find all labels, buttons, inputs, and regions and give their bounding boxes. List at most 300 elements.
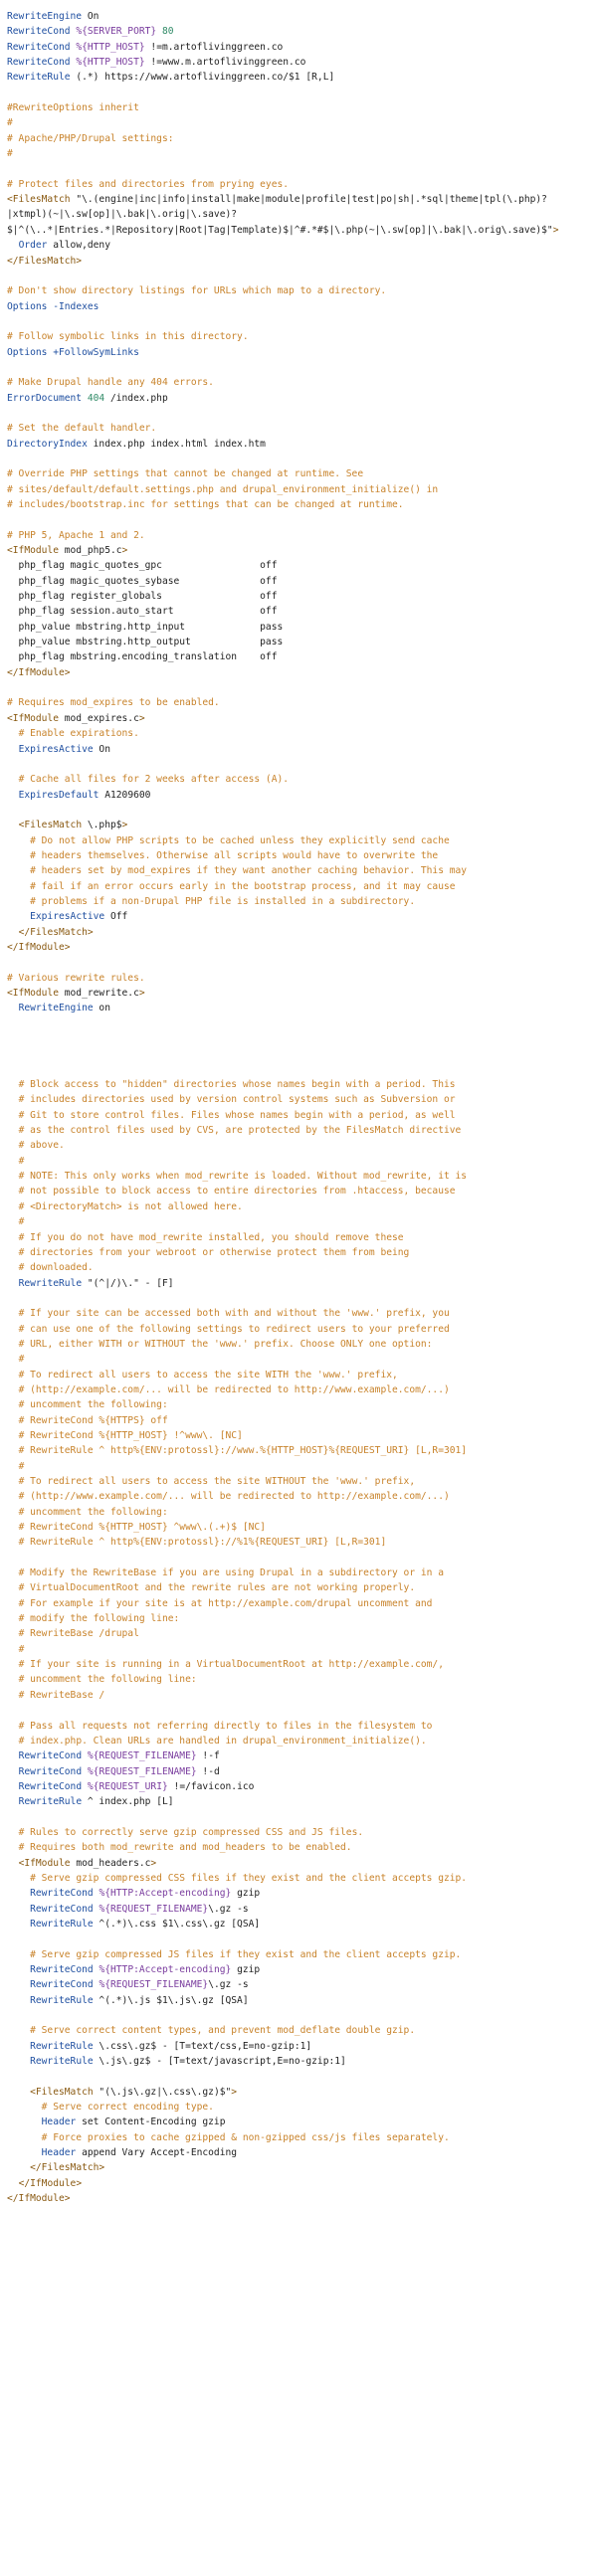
code-text: [7, 835, 30, 846]
code-line: [7, 1108, 592, 1123]
code-line: [7, 803, 592, 818]
code-line: [7, 574, 592, 589]
code-line: [7, 1474, 592, 1489]
code-line: [7, 711, 592, 726]
code-text: [7, 790, 19, 801]
code-text: [7, 2116, 42, 2127]
code-text: [7, 927, 19, 938]
code-tag: <IfModule: [7, 988, 59, 999]
code-line: [7, 40, 592, 55]
code-line: [7, 146, 592, 161]
code-tag: </IfModule>: [18, 2177, 83, 2189]
code-variable: %{HTTP:Accept-encoding}: [99, 1888, 232, 1900]
code-line: [7, 2176, 592, 2191]
code-directive: RewriteRule: [30, 1994, 94, 2006]
code-tag: >: [138, 712, 145, 724]
code-text: [7, 1827, 19, 1838]
code-text: |xtmpl)(~|\.sw[op]|\.bak|\.orig|\.save)?: [7, 209, 238, 221]
code-comment: # above.: [18, 1140, 65, 1152]
code-line: [7, 726, 592, 741]
code-line: [7, 391, 592, 406]
code-variable: %{REQUEST_FILENAME}: [99, 1979, 209, 1991]
code-line: [7, 345, 592, 360]
code-text: \.css\.gz$ - [T=text/css,E=no-gzip:1]: [93, 2040, 312, 2052]
code-line: [7, 1291, 592, 1306]
code-line: [7, 1352, 592, 1367]
code-text: php_flag magic_quotes_sybase off: [7, 575, 278, 587]
code-line: [7, 1382, 592, 1397]
code-variable: %{SERVER_PORT}: [76, 26, 157, 38]
code-comment: #: [7, 117, 13, 129]
code-text: /index.php: [104, 392, 168, 404]
code-line: [7, 437, 592, 452]
code-tag: <IfModule: [7, 545, 59, 557]
code-directive: RewriteCond: [7, 26, 71, 38]
code-line: [7, 986, 592, 1001]
code-text: [7, 1384, 19, 1395]
code-comment: # PHP 5, Apache 1 and 2.: [7, 529, 145, 541]
code-line: [7, 512, 592, 527]
code-line: [7, 1871, 592, 1886]
code-text: php_flag register_globals off: [7, 591, 278, 603]
code-text: (.*) https://www.artoflivinggreen.co/$1 [R,L]: [70, 72, 335, 84]
code-comment: # Make Drupal handle any 404 errors.: [7, 377, 214, 389]
code-line: [7, 177, 592, 192]
code-line: [7, 1046, 592, 1061]
code-line: [7, 1932, 592, 1946]
code-comment: # includes/bootstrap.inc for settings that can be changed at runtime.: [7, 499, 404, 510]
code-directive: RewriteCond: [7, 57, 71, 69]
code-comment: # Serve correct content types, and prevent mod_deflate double gzip.: [30, 2025, 416, 2037]
code-text: [7, 1979, 30, 1990]
code-line: [7, 1184, 592, 1198]
code-text: [7, 1598, 19, 1609]
code-text: [7, 1781, 19, 1792]
code-line: [7, 299, 592, 314]
code-comment: # downloaded.: [18, 1262, 94, 1274]
code-comment: # Follow symbolic links in this directory.: [7, 331, 249, 343]
code-line: [7, 543, 592, 558]
code-directive: RewriteRule: [30, 1918, 94, 1930]
code-comment: # To redirect all users to access the site WITHOUT the 'www.' prefix,: [18, 1476, 416, 1487]
code-line: [7, 1260, 592, 1275]
code-line: [7, 1138, 592, 1153]
code-tag: <FilesMatch: [18, 820, 83, 831]
code-text: [7, 1796, 19, 1807]
code-line: [7, 1306, 592, 1321]
code-text: ^(.*)\.css $1\.css\.gz [QSA]: [93, 1918, 261, 1930]
code-line: [7, 1886, 592, 1901]
code-line: [7, 2054, 592, 2069]
code-line: [7, 1154, 592, 1169]
code-comment: # URL, either WITH or WITHOUT the 'www.' prefix. Choose ONLY one option:: [18, 1338, 433, 1350]
code-line: [7, 1611, 592, 1626]
code-text: mod_php5.c: [58, 545, 122, 557]
code-line: [7, 2145, 592, 2160]
code-line: [7, 955, 592, 970]
code-directive: RewriteCond: [30, 1979, 94, 1991]
code-text: [7, 2162, 30, 2173]
code-comment: # (http://www.example.com/... will be redirected to http://example.com/...): [18, 1491, 450, 1503]
code-line: [7, 2191, 592, 2206]
code-text: [7, 1873, 30, 1884]
code-tag: >: [138, 988, 145, 999]
code-line: [7, 1031, 592, 1046]
code-line: [7, 254, 592, 269]
code-line: [7, 283, 592, 298]
htaccess-code-listing: [7, 9, 592, 2207]
code-directive: Options: [7, 346, 48, 358]
code-line: [7, 1520, 592, 1535]
code-text: [7, 1690, 19, 1701]
code-directive: ExpiresActive: [30, 911, 105, 923]
code-comment: # Requires both mod_rewrite and mod_headers to be enabled.: [18, 1842, 352, 1854]
code-comment: # RewriteRule ^ http%{ENV:protossl}://%1%{REQUEST_URI} [L,R=301]: [18, 1537, 387, 1549]
code-comment: # Set the default handler.: [7, 423, 157, 435]
code-line: [7, 1443, 592, 1458]
code-text: [7, 1659, 19, 1670]
code-line: [7, 1092, 592, 1107]
code-directive: ErrorDocument: [7, 392, 83, 404]
code-line: [7, 1642, 592, 1657]
code-comment: # uncomment the following:: [18, 1399, 168, 1411]
code-line: [7, 1214, 592, 1229]
code-comment: # Various rewrite rules.: [7, 972, 145, 984]
code-text: [7, 1736, 19, 1747]
code-line: [7, 207, 592, 222]
code-directive: RewriteEngine: [7, 11, 83, 22]
code-comment: # Modify the RewriteBase if you are using Drupal in a subdirectory or in a: [18, 1567, 444, 1579]
code-text: On: [93, 743, 110, 755]
code-line: [7, 848, 592, 863]
code-line: [7, 1276, 592, 1291]
code-text: \.gz -s: [208, 1979, 249, 1991]
code-line: [7, 421, 592, 436]
code-line: [7, 620, 592, 635]
code-comment: # includes directories used by version control systems such as Subversion or: [18, 1094, 456, 1106]
code-text: !=/favicon.ico: [167, 1780, 255, 1792]
code-text: [7, 1888, 30, 1899]
code-comment: # NOTE: This only works when mod_rewrite is loaded. Without mod_rewrite, it is: [18, 1171, 468, 1183]
code-line: [7, 1902, 592, 1917]
code-text: "(\.js\.gz|\.css\.gz)$": [93, 2086, 232, 2098]
code-text: [7, 1995, 30, 2006]
code-line: [7, 70, 592, 85]
code-line: [7, 1123, 592, 1138]
code-line: [7, 497, 592, 512]
code-line: [7, 695, 592, 710]
code-line: [7, 1993, 592, 2008]
code-directive: RewriteCond: [30, 1964, 94, 1975]
code-comment: # can use one of the following settings to redirect users to your preferred: [18, 1323, 450, 1335]
code-text: [7, 1613, 19, 1624]
code-tag: <FilesMatch: [7, 194, 71, 206]
code-line: [7, 772, 592, 787]
code-text: [7, 1171, 19, 1182]
code-line: [7, 649, 592, 664]
code-line: [7, 863, 592, 878]
code-text: [7, 1262, 19, 1273]
code-line: [7, 1199, 592, 1214]
code-line: [7, 1688, 592, 1703]
code-text: [7, 1476, 19, 1487]
code-comment: # Don't show directory listings for URLs which map to a directory.: [7, 285, 387, 297]
code-line: [7, 1505, 592, 1520]
code-number: 80: [161, 26, 174, 38]
code-text: [7, 1140, 19, 1151]
code-line: [7, 452, 592, 466]
code-text: !-f: [196, 1750, 220, 1762]
code-comment: # Protect files and directories from prying eyes.: [7, 178, 290, 190]
code-comment: # To redirect all users to access the site WITH the 'www.' prefix,: [18, 1369, 398, 1380]
code-text: [7, 1308, 19, 1319]
code-directive: Options: [7, 300, 48, 312]
code-line: [7, 1337, 592, 1352]
code-comment: # Enable expirations.: [18, 728, 139, 740]
code-line: [7, 269, 592, 283]
code-comment: #: [18, 1354, 25, 1366]
code-line: [7, 2023, 592, 2038]
code-line: [7, 466, 592, 481]
code-text: "(^|/)\." - [F]: [82, 1277, 174, 1289]
code-tag: >: [231, 2086, 238, 2098]
code-line: [7, 1947, 592, 1962]
code-text: [7, 1370, 19, 1380]
code-line: [7, 1856, 592, 1871]
code-comment: # not possible to block access to entire directories from .htaccess, because: [18, 1186, 456, 1197]
code-line: [7, 329, 592, 344]
code-comment: # Block access to "hidden" directories whose names begin with a period. This: [18, 1079, 456, 1091]
code-text: [7, 1354, 19, 1365]
code-text: [7, 1125, 19, 1136]
code-comment: # directories from your webroot or otherwise protect them from being: [18, 1246, 410, 1258]
code-line: [7, 1245, 592, 1260]
code-text: [7, 1216, 19, 1227]
code-text: [7, 1156, 19, 1167]
code-tag: >: [150, 1857, 157, 1869]
code-text: [7, 1415, 19, 1426]
code-text: [7, 1721, 19, 1732]
code-text: [7, 1461, 19, 1472]
code-directive: DirectoryIndex: [7, 438, 88, 450]
code-text: [7, 744, 19, 755]
code-comment: # If your site can be accessed both with and without the 'www.' prefix, you: [18, 1308, 450, 1320]
code-comment: # sites/default/default.settings.php and drupal_environment_initialize() in: [7, 483, 439, 495]
code-text: On: [82, 11, 100, 22]
code-directive: RewriteCond: [30, 1903, 94, 1915]
code-text: [7, 1094, 19, 1105]
code-text: [7, 1399, 19, 1410]
code-line: [7, 680, 592, 695]
code-text: [7, 240, 19, 251]
code-comment: # RewriteBase /: [18, 1689, 105, 1701]
code-comment: # RewriteRule ^ http%{ENV:protossl}://www.%{HTTP_HOST}%{REQUEST_URI} [L,R=301]: [18, 1445, 468, 1457]
code-comment: # headers set by mod_expires if they want another caching behavior. This may: [30, 865, 468, 877]
code-comment: #RewriteOptions inherit: [7, 102, 139, 114]
code-text: gzip: [231, 1964, 261, 1975]
code-line: [7, 2069, 592, 2084]
code-text: ^(.*)\.js $1\.js\.gz [QSA]: [93, 1994, 249, 2006]
code-line: [7, 1580, 592, 1595]
code-text: [7, 1110, 19, 1121]
code-line: [7, 1169, 592, 1184]
code-directive: RewriteRule: [18, 1796, 83, 1808]
code-line: [7, 360, 592, 375]
code-comment: # uncomment the following line:: [18, 1674, 197, 1686]
code-line: [7, 2008, 592, 2023]
code-text: [7, 1430, 19, 1441]
code-line: [7, 925, 592, 940]
code-text: [7, 2102, 42, 2113]
code-line: [7, 1397, 592, 1412]
code-text: [7, 774, 19, 785]
code-variable: %{HTTP:Accept-encoding}: [99, 1964, 232, 1975]
code-text: A1209600: [99, 789, 151, 801]
code-directive: RewriteCond: [18, 1780, 83, 1792]
code-comment: #: [7, 148, 13, 160]
code-text: [7, 1674, 19, 1685]
code-comment: # fail if an error occurs early in the bootstrap process, and it may cause: [30, 880, 456, 892]
code-comment: # Serve correct encoding type.: [41, 2102, 214, 2114]
code-line: [7, 558, 592, 573]
code-comment: # (http://example.com/... will be redirected to http://www.example.com/...): [18, 1383, 450, 1395]
code-comment: # If your site is running in a VirtualDocumentRoot at http://example.com/,: [18, 1659, 444, 1671]
code-text: [7, 1858, 19, 1869]
code-text: [7, 2087, 30, 2098]
code-comment: #: [18, 1216, 25, 1228]
code-line: [7, 1719, 592, 1734]
code-text: [7, 1750, 19, 1761]
code-text: php_flag mbstring.encoding_translation off: [7, 651, 278, 663]
code-line: [7, 1626, 592, 1641]
code-line: [7, 1230, 592, 1245]
code-line: [7, 482, 592, 497]
code-line: [7, 1062, 592, 1077]
code-text: [7, 1445, 19, 1456]
code-line: [7, 1428, 592, 1443]
code-line: [7, 635, 592, 649]
code-line: [7, 1016, 592, 1031]
code-text: Off: [104, 911, 128, 923]
code-comment: # RewriteCond %{HTTPS} off: [18, 1414, 168, 1426]
code-text: [7, 1324, 19, 1335]
code-text: [7, 850, 30, 861]
code-line: [7, 909, 592, 924]
code-text: php_flag session.auto_start off: [7, 606, 278, 618]
code-text: [7, 1232, 19, 1243]
code-comment: # For example if your site is at http://example.com/drupal uncomment and: [18, 1597, 433, 1609]
code-text: [7, 1842, 19, 1853]
code-comment: # headers themselves. Otherwise all scripts would have to overwrite the: [30, 849, 439, 861]
code-line: [7, 1734, 592, 1748]
code-comment: # If you do not have mod_rewrite installed, you should remove these: [18, 1231, 404, 1243]
code-line: [7, 1779, 592, 1794]
code-line: [7, 1596, 592, 1611]
code-tag: </IfModule>: [7, 941, 71, 953]
code-comment: # modify the following line:: [18, 1613, 180, 1625]
code-text: \.gz -s: [208, 1903, 249, 1915]
code-variable: %{HTTP_HOST}: [76, 57, 145, 69]
code-tag: <FilesMatch: [30, 2086, 94, 2098]
code-line: [7, 1825, 592, 1840]
code-directive: RewriteEngine: [18, 1003, 94, 1014]
code-tag: </FilesMatch>: [30, 2162, 105, 2174]
code-line: [7, 238, 592, 253]
code-text: [7, 865, 30, 876]
code-text: [7, 1766, 19, 1777]
code-comment: # Serve gzip compressed CSS files if they exist and the client accepts gzip.: [30, 1872, 468, 1884]
code-line: [7, 55, 592, 70]
code-text: [7, 881, 30, 892]
code-line: [7, 971, 592, 986]
code-line: [7, 742, 592, 757]
code-directive: -Indexes: [53, 300, 100, 312]
code-text: on: [93, 1003, 110, 1014]
code-line: [7, 788, 592, 803]
code-comment: # RewriteBase /drupal: [18, 1628, 139, 1640]
code-text: [7, 1628, 19, 1639]
code-comment: # Rules to correctly serve gzip compressed CSS and JS files.: [18, 1826, 364, 1838]
code-variable: %{REQUEST_FILENAME}: [87, 1750, 197, 1762]
code-directive: +FollowSymLinks: [53, 346, 139, 358]
code-comment: # RewriteCond %{HTTP_HOST} !^www\. [NC]: [18, 1429, 243, 1441]
code-line: [7, 1748, 592, 1763]
code-line: [7, 1077, 592, 1092]
code-tag: <IfModule: [7, 712, 59, 724]
code-text: [7, 1964, 30, 1975]
code-directive: RewriteCond: [30, 1888, 94, 1900]
code-text: [7, 1247, 19, 1258]
code-tag: </IfModule>: [7, 666, 71, 678]
code-line: [7, 1551, 592, 1565]
code-text: [7, 1507, 19, 1518]
code-text: append Vary Accept-Encoding: [76, 2147, 238, 2159]
code-variable: %{REQUEST_FILENAME}: [87, 1765, 197, 1777]
code-text: [7, 2178, 19, 2189]
code-line: [7, 161, 592, 176]
code-text: [7, 2025, 30, 2036]
code-text: [7, 2132, 42, 2143]
code-line: [7, 2085, 592, 2100]
code-line: [7, 604, 592, 619]
code-tag: <IfModule: [18, 1857, 71, 1869]
code-line: [7, 115, 592, 130]
code-directive: RewriteRule: [30, 2056, 94, 2068]
code-line: [7, 665, 592, 680]
code-line: [7, 1840, 592, 1855]
code-directive: RewriteRule: [7, 72, 71, 84]
code-line: [7, 2039, 592, 2054]
code-line: [7, 833, 592, 848]
code-text: php_value mbstring.http_input pass: [7, 621, 284, 633]
code-text: [7, 2041, 30, 2052]
code-text: [7, 2056, 30, 2067]
code-line: [7, 1917, 592, 1932]
code-text: [7, 1339, 19, 1350]
code-comment: # Apache/PHP/Drupal settings:: [7, 132, 174, 144]
code-line: [7, 223, 592, 238]
code-comment: # Do not allow PHP scripts to be cached unless they explicitly send cache: [30, 834, 450, 846]
code-line: [7, 2160, 592, 2175]
code-directive: RewriteCond: [18, 1750, 83, 1762]
code-text: [7, 1201, 19, 1212]
code-directive: RewriteRule: [30, 2040, 94, 2052]
code-text: [7, 911, 30, 922]
code-text: [7, 1003, 19, 1013]
code-text: [7, 1278, 19, 1289]
code-variable: %{HTTP_HOST}: [76, 41, 145, 53]
code-line: [7, 131, 592, 146]
